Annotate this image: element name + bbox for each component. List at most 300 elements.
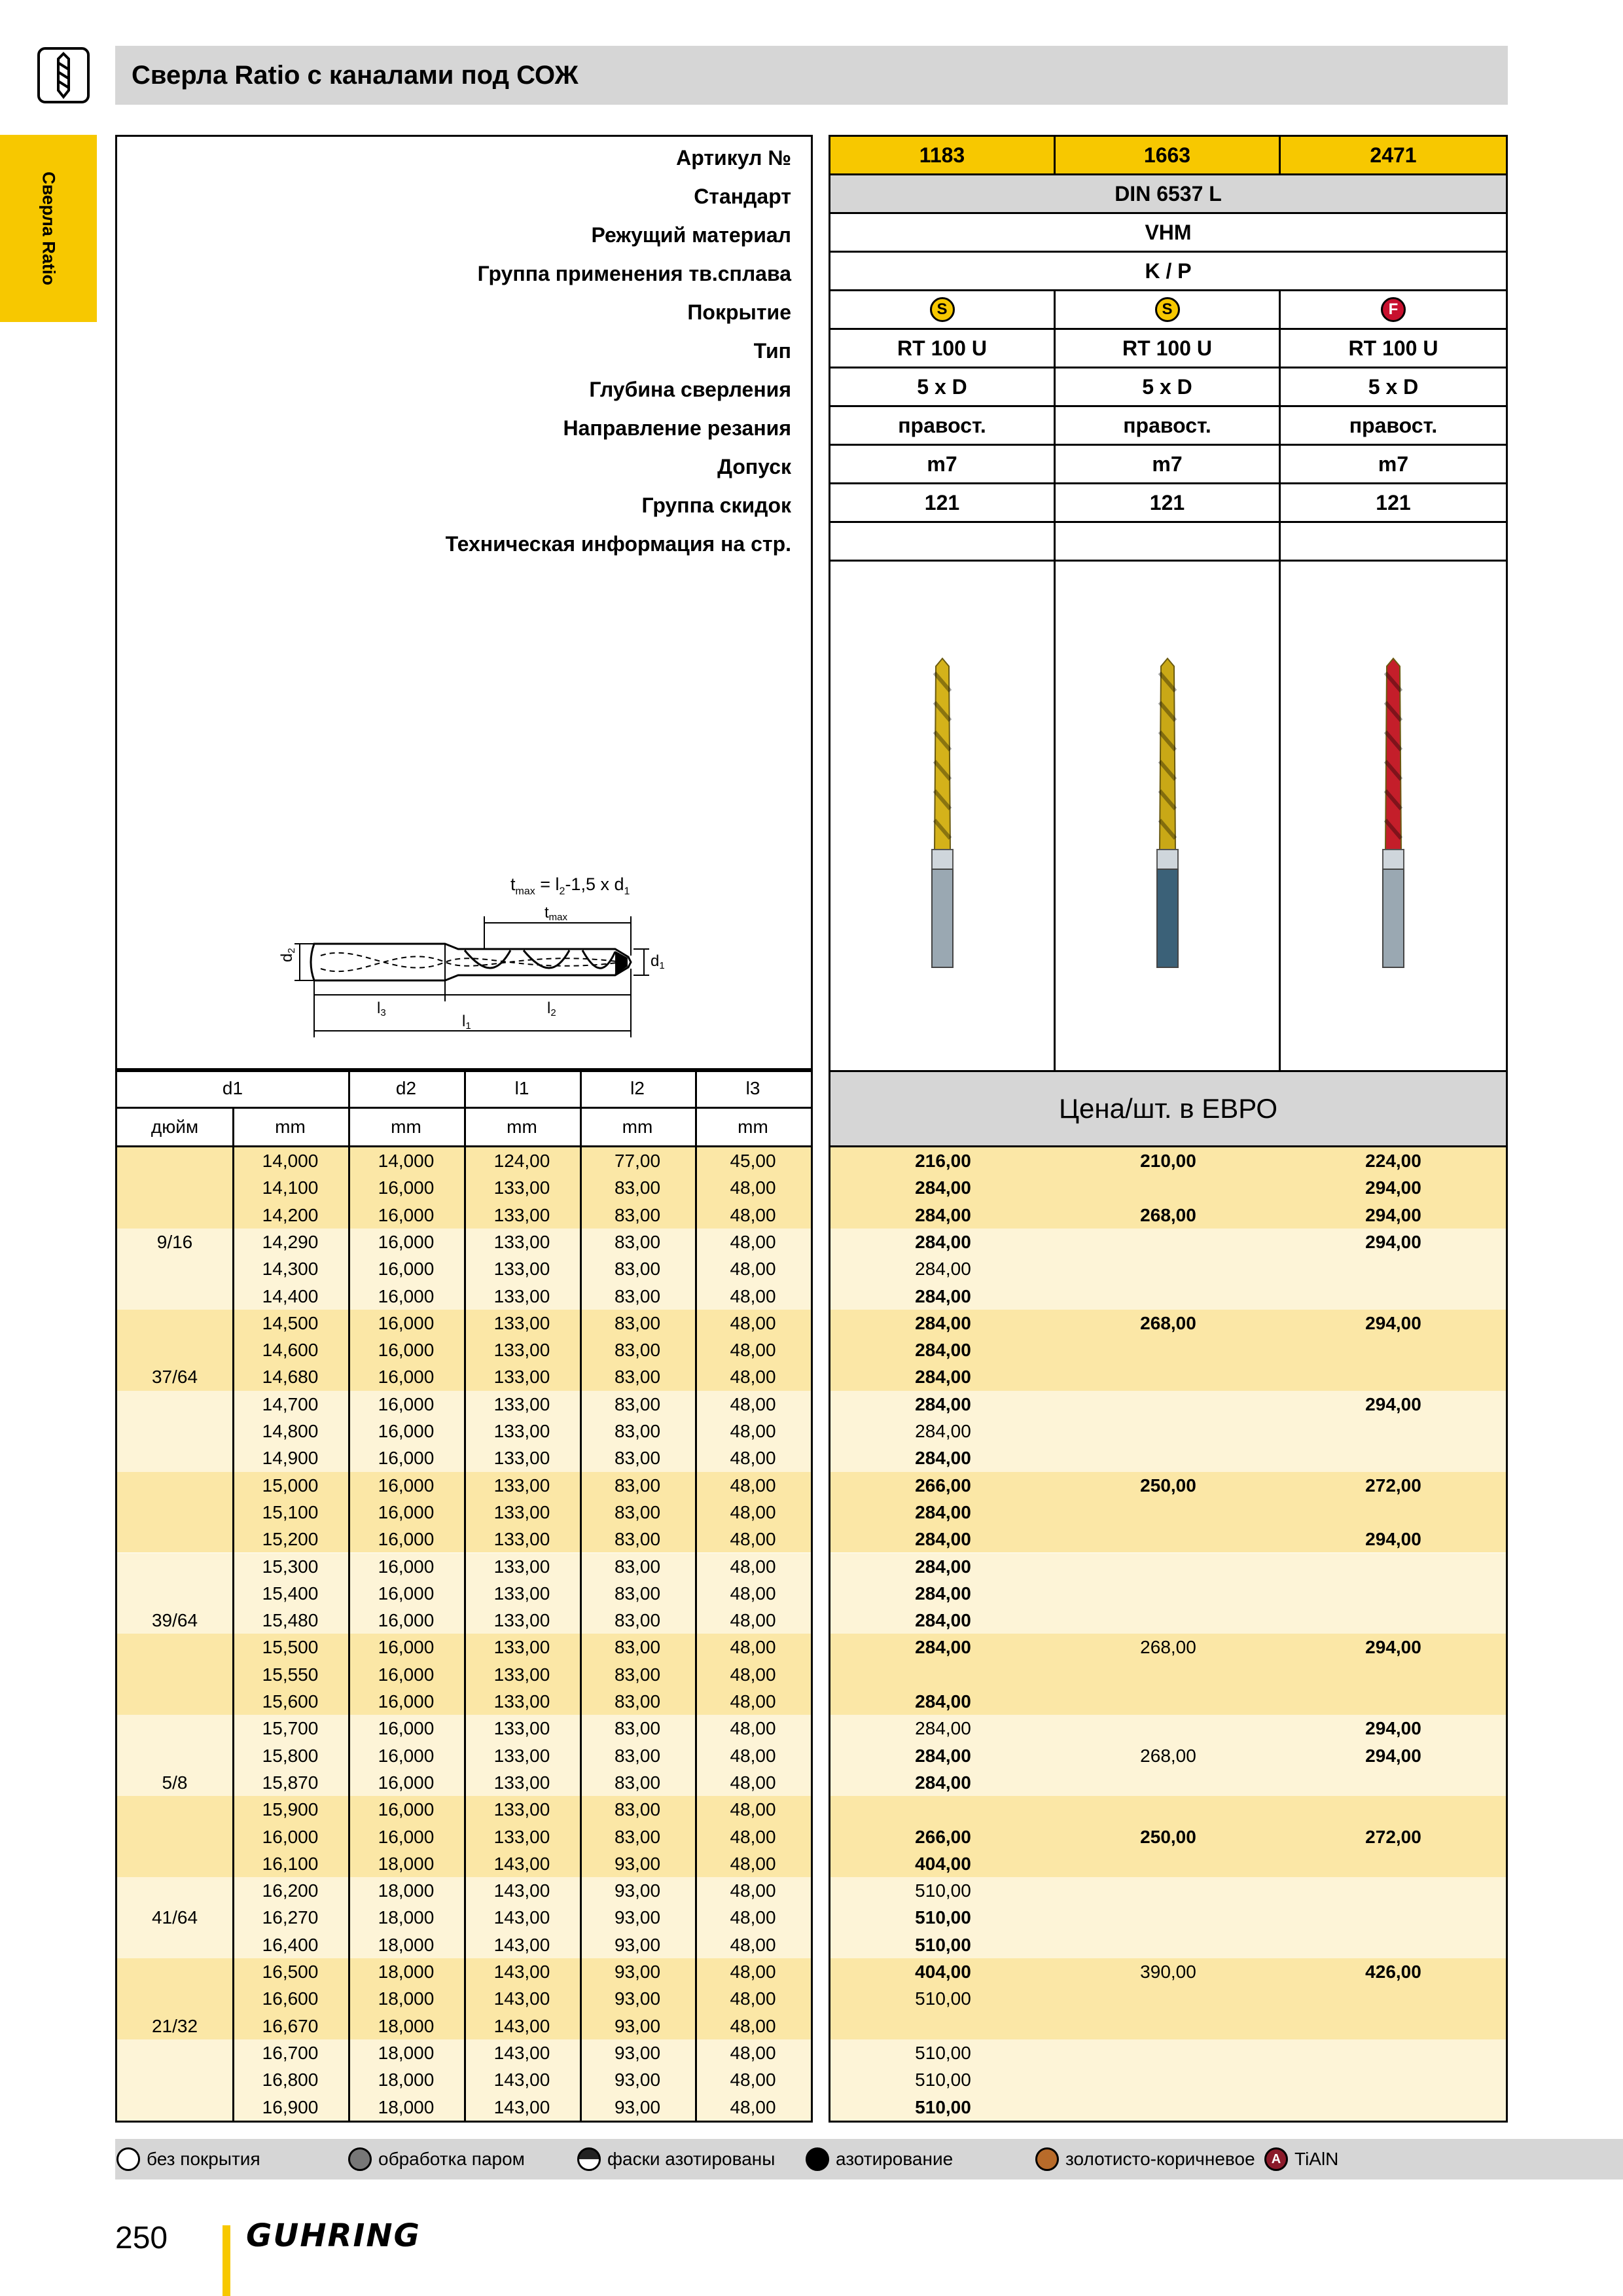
cell-d2: 16,000 [378, 1231, 435, 1252]
cell-inch [117, 1147, 232, 1174]
cell-l2: 93,00 [614, 1934, 661, 1955]
cell-price-2471 [1281, 1580, 1506, 1607]
cell-price-1663 [1056, 1877, 1281, 1904]
cell-l3: 48,00 [730, 2096, 776, 2117]
article-2471[interactable]: 2471 [1281, 137, 1506, 175]
cell-d2: 18,000 [378, 1853, 435, 1874]
footer-accent-bar [223, 2225, 230, 2296]
cell-l1: 133,00 [493, 1340, 550, 1361]
cell-price-1663 [1056, 1255, 1281, 1282]
cell-price-1663: 268,00 [1140, 1745, 1196, 1766]
cell-d1: 15,200 [262, 1529, 319, 1550]
cell-price-1663 [1056, 1661, 1281, 1688]
unit-mm: mm [622, 1117, 653, 1137]
cell-price-1183: 266,00 [915, 1475, 971, 1496]
price-table-body [829, 1147, 1508, 2123]
cell-inch: 21/32 [151, 2015, 198, 2036]
cell-price-1663 [1056, 1553, 1281, 1580]
cell-l2: 83,00 [614, 1231, 661, 1252]
cell-l1: 133,00 [493, 1231, 550, 1252]
cell-d2: 16,000 [378, 1204, 435, 1225]
cell-d1: 14,100 [262, 1177, 319, 1198]
col-l1: l1 [514, 1078, 529, 1098]
cell-price-1183: 284,00 [915, 1285, 971, 1306]
l2-label: l2 [547, 999, 556, 1018]
article-1183[interactable]: 1183 [830, 137, 1056, 175]
cell-price-1183: 284,00 [915, 1745, 971, 1766]
cell-price-1183: 284,00 [915, 1556, 971, 1577]
row-discount [830, 484, 1506, 523]
cell-l2: 83,00 [614, 1204, 661, 1225]
side-tab-label: Сверла Ratio [39, 171, 59, 285]
cell-d1: 15,600 [262, 1691, 319, 1712]
cell-d1: 15,550 [262, 1664, 319, 1685]
label-tolerance: Допуск [717, 455, 791, 478]
cell-inch [117, 1823, 232, 1850]
cell-l2: 83,00 [614, 1421, 661, 1441]
cell-l3: 48,00 [730, 1285, 776, 1306]
cell-price-1183: 284,00 [915, 1204, 971, 1225]
cell-d1: 16,900 [262, 2096, 319, 2117]
cell-price-1663: 250,00 [1140, 1826, 1196, 1847]
cell-l2: 93,00 [614, 1907, 661, 1928]
cell-d2: 16,000 [378, 1799, 435, 1820]
cell-price-2471 [1281, 1444, 1506, 1471]
cell-d2: 16,000 [378, 1745, 435, 1766]
cell-inch [117, 1526, 232, 1552]
cell-l1: 133,00 [493, 1393, 550, 1414]
product-spec-box [829, 135, 1508, 1070]
cell-price-1663: 250,00 [1140, 1475, 1196, 1496]
type-value: RT 100 U [830, 330, 1056, 368]
cell-d2: 16,000 [378, 1367, 435, 1388]
cell-price-2471: 272,00 [1365, 1475, 1421, 1496]
cell-d2: 16,000 [378, 1393, 435, 1414]
cell-l2: 93,00 [614, 1853, 661, 1874]
tech-info-cell [830, 523, 1056, 562]
cell-price-1663 [1056, 1499, 1281, 1526]
cell-price-2471: 294,00 [1365, 1312, 1421, 1333]
cell-l3: 48,00 [730, 1259, 776, 1280]
cell-inch [117, 1418, 232, 1444]
cell-price-2471: 272,00 [1365, 1826, 1421, 1847]
dimension-table-body [115, 1147, 813, 2123]
cell-l2: 83,00 [614, 1259, 661, 1280]
cell-l2: 83,00 [614, 1691, 661, 1712]
tialn-icon: A [1264, 2147, 1288, 2171]
cell-d2: 18,000 [378, 1907, 435, 1928]
depth-value: 5 x D [1056, 368, 1281, 407]
cell-price-1663: 268,00 [1140, 1204, 1196, 1225]
cell-l3: 48,00 [730, 2015, 776, 2036]
l1-label: l1 [462, 1013, 471, 1031]
cell-inch [117, 1499, 232, 1526]
legend-item-steam [348, 2139, 525, 2179]
coating-cell [830, 291, 1056, 330]
cell-l2: 83,00 [614, 1664, 661, 1685]
cell-inch [117, 1985, 232, 2012]
cell-price-1183: 284,00 [915, 1259, 971, 1280]
coating-s-icon: S [1155, 297, 1180, 322]
cell-price-2471 [1281, 1904, 1506, 1931]
cell-l2: 83,00 [614, 1745, 661, 1766]
article-1663[interactable]: 1663 [1056, 137, 1281, 175]
cell-inch: 9/16 [156, 1231, 193, 1252]
cell-l1: 133,00 [493, 1529, 550, 1550]
cell-price-2471: 294,00 [1365, 1529, 1421, 1550]
cell-d2: 16,000 [378, 1285, 435, 1306]
cell-inch: 41/64 [151, 1907, 198, 1928]
cell-l2: 83,00 [614, 1799, 661, 1820]
unit-mm: mm [738, 1117, 768, 1137]
cell-inch [117, 1796, 232, 1823]
cell-d2: 16,000 [378, 1177, 435, 1198]
cell-l3: 48,00 [730, 1475, 776, 1496]
cell-price-1183: 404,00 [915, 1853, 971, 1874]
cell-price-1663 [1056, 1526, 1281, 1552]
cell-l2: 83,00 [614, 1448, 661, 1469]
cell-price-2471: 426,00 [1365, 1962, 1421, 1982]
cell-inch [117, 1472, 232, 1499]
cell-d2: 16,000 [378, 1448, 435, 1469]
cell-l3: 48,00 [730, 1853, 776, 1874]
cell-d2: 16,000 [378, 1501, 435, 1522]
cell-price-1183: 510,00 [915, 1907, 971, 1928]
cell-price-1663 [1056, 1607, 1281, 1634]
cell-l2: 83,00 [614, 1475, 661, 1496]
cell-d1: 16,100 [262, 1853, 319, 1874]
col-d1: d1 [222, 1078, 243, 1098]
cell-price-2471: 294,00 [1365, 1745, 1421, 1766]
row-material [830, 214, 1506, 253]
cell-d2: 16,000 [378, 1826, 435, 1847]
cell-l2: 83,00 [614, 1529, 661, 1550]
legend-item-nitriding [806, 2139, 953, 2179]
cell-price-1183: 284,00 [915, 1231, 971, 1252]
cell-inch [117, 1931, 232, 1958]
cell-l2: 93,00 [614, 1988, 661, 2009]
cell-price-1183: 284,00 [915, 1177, 971, 1198]
cell-d1: 16,700 [262, 2042, 319, 2063]
cell-price-1663 [1056, 2094, 1281, 2121]
cell-d2: 16,000 [378, 1691, 435, 1712]
col-l2: l2 [630, 1078, 645, 1098]
cell-inch: 5/8 [162, 1772, 188, 1793]
cell-price-2471 [1281, 1769, 1506, 1796]
cell-price-2471 [1281, 1850, 1506, 1877]
cell-price-1663 [1056, 1229, 1281, 1255]
cell-inch [117, 1553, 232, 1580]
cell-l1: 133,00 [493, 1177, 550, 1198]
cell-l3: 48,00 [730, 1393, 776, 1414]
unit-mm: mm [391, 1117, 421, 1137]
cell-inch [117, 2094, 232, 2121]
brand-logo: GUHRING [246, 2217, 421, 2254]
cell-l2: 83,00 [614, 1393, 661, 1414]
cell-l2: 83,00 [614, 1610, 661, 1631]
cell-d1: 15,300 [262, 1556, 319, 1577]
cell-price-1663 [1056, 1174, 1281, 1201]
cell-l1: 133,00 [493, 1583, 550, 1604]
cell-inch [117, 1688, 232, 1715]
cell-price-1663: 268,00 [1140, 1312, 1196, 1333]
cell-inch [117, 1283, 232, 1310]
row-direction [830, 407, 1506, 446]
cell-price-2471 [1281, 1499, 1506, 1526]
cell-price-1183: 284,00 [915, 1340, 971, 1361]
cell-d2: 16,000 [378, 1421, 435, 1441]
cell-l1: 133,00 [493, 1312, 550, 1333]
cell-l1: 133,00 [493, 1826, 550, 1847]
page-number: 250 [115, 2221, 168, 2255]
legend-label: TiAlN [1294, 2149, 1339, 2169]
cell-d1: 16,200 [262, 1880, 319, 1901]
drill-image-1183 [830, 562, 1056, 1072]
cell-l1: 143,00 [493, 1907, 550, 1928]
row-coating [830, 291, 1506, 330]
cell-d1: 14,500 [262, 1312, 319, 1333]
cell-d1: 14,200 [262, 1204, 319, 1225]
cell-price-2471 [1281, 1553, 1506, 1580]
price-header: Цена/шт. в ЕВРО [829, 1070, 1508, 1147]
drill-image-1663 [1056, 562, 1281, 1072]
cell-l3: 48,00 [730, 1231, 776, 1252]
cell-d1: 14,600 [262, 1340, 319, 1361]
cell-l1: 143,00 [493, 1853, 550, 1874]
row-depth [830, 368, 1506, 407]
cell-l3: 48,00 [730, 1962, 776, 1982]
cell-price-1183: 510,00 [915, 1880, 971, 1901]
cell-d2: 18,000 [378, 2015, 435, 2036]
cell-l2: 83,00 [614, 1637, 661, 1658]
cell-l1: 143,00 [493, 1880, 550, 1901]
cell-price-1183 [830, 1661, 1056, 1688]
legend-label: фаски азотированы [607, 2149, 776, 2169]
cell-price-1183: 510,00 [915, 2042, 971, 2063]
cell-l3: 48,00 [730, 1177, 776, 1198]
type-value: RT 100 U [1056, 330, 1281, 368]
discount-value: 121 [1281, 484, 1506, 523]
cell-price-1663 [1056, 2013, 1281, 2039]
cell-price-1663 [1056, 1580, 1281, 1607]
cell-price-1183: 284,00 [915, 1610, 971, 1631]
label-direction: Направление резания [563, 416, 791, 440]
cell-price-1663 [1056, 1715, 1281, 1742]
cell-l3: 48,00 [730, 1934, 776, 1955]
cell-price-2471: 224,00 [1365, 1151, 1421, 1171]
cell-l3: 48,00 [730, 2042, 776, 2063]
page-title: Сверла Ratio с каналами под СОЖ [132, 61, 579, 90]
cell-l3: 48,00 [730, 1529, 776, 1550]
cell-inch [117, 1661, 232, 1688]
cell-inch [117, 1958, 232, 1985]
material-value: VHM [830, 214, 1506, 253]
cell-d1: 15,100 [262, 1501, 319, 1522]
cell-l2: 93,00 [614, 1962, 661, 1982]
label-standard: Стандарт [694, 185, 791, 208]
cell-l1: 124,00 [493, 1151, 550, 1171]
cell-price-2471 [1281, 1985, 1506, 2012]
cell-inch [117, 1310, 232, 1336]
legend-item-tialn [1264, 2139, 1338, 2179]
cell-d2: 16,000 [378, 1637, 435, 1658]
cell-price-2471 [1281, 1688, 1506, 1715]
cell-l2: 77,00 [614, 1151, 661, 1171]
cell-price-1663 [1056, 1796, 1281, 1823]
cell-d2: 18,000 [378, 1934, 435, 1955]
cell-l1: 133,00 [493, 1367, 550, 1388]
cell-price-1663 [1056, 1931, 1281, 1958]
cell-l2: 83,00 [614, 1340, 661, 1361]
cell-d2: 16,000 [378, 1312, 435, 1333]
cell-d2: 16,000 [378, 1529, 435, 1550]
cell-l3: 48,00 [730, 1664, 776, 1685]
cell-l2: 83,00 [614, 1772, 661, 1793]
cell-l3: 48,00 [730, 1637, 776, 1658]
cell-l1: 133,00 [493, 1664, 550, 1685]
cell-d1: 16,500 [262, 1962, 319, 1982]
drill-image-gold [916, 653, 969, 980]
cell-price-1183: 216,00 [915, 1151, 971, 1171]
tech-info-cell [1056, 523, 1281, 562]
cell-price-1183: 284,00 [915, 1312, 971, 1333]
cell-l1: 133,00 [493, 1718, 550, 1739]
cell-l3: 48,00 [730, 1826, 776, 1847]
cell-l3: 48,00 [730, 1367, 776, 1388]
cell-price-2471 [1281, 2094, 1506, 2121]
cell-l3: 48,00 [730, 1907, 776, 1928]
cell-d2: 18,000 [378, 1880, 435, 1901]
label-carbide-group: Группа применения тв.сплава [477, 262, 791, 285]
cell-l1: 133,00 [493, 1448, 550, 1469]
discount-value: 121 [830, 484, 1056, 523]
cell-price-2471 [1281, 1661, 1506, 1688]
dimension-table-header [115, 1070, 813, 1147]
cell-l3: 48,00 [730, 1610, 776, 1631]
cell-l3: 48,00 [730, 1340, 776, 1361]
cell-price-1183: 510,00 [915, 2096, 971, 2117]
cell-d2: 16,000 [378, 1556, 435, 1577]
cell-price-1183 [830, 2013, 1056, 2039]
cell-d1: 14,680 [262, 1367, 319, 1388]
cell-price-1183: 284,00 [915, 1421, 971, 1441]
cell-d1: 15,700 [262, 1718, 319, 1739]
tolerance-value: m7 [830, 446, 1056, 484]
cell-d2: 18,000 [378, 2070, 435, 2090]
discount-value: 121 [1056, 484, 1281, 523]
cell-price-1663 [1056, 1904, 1281, 1931]
cell-l2: 83,00 [614, 1367, 661, 1388]
cell-l1: 133,00 [493, 1745, 550, 1766]
cell-l2: 93,00 [614, 2096, 661, 2117]
cell-l2: 83,00 [614, 1826, 661, 1847]
cell-l3: 45,00 [730, 1151, 776, 1171]
cell-d1: 16,800 [262, 2070, 319, 2090]
row-type [830, 330, 1506, 368]
cell-l2: 93,00 [614, 2070, 661, 2090]
row-carbide-group [830, 253, 1506, 291]
cell-l1: 143,00 [493, 2096, 550, 2117]
cell-price-1663 [1056, 1985, 1281, 2012]
label-discount: Группа скидок [641, 493, 791, 517]
type-value: RT 100 U [1281, 330, 1506, 368]
l3-label: l3 [377, 999, 386, 1018]
cell-price-1663 [1056, 1850, 1281, 1877]
legend-item-uncoated [116, 2139, 260, 2179]
cell-price-2471 [1281, 1336, 1506, 1363]
cell-d2: 16,000 [378, 1718, 435, 1739]
direction-value: правост. [1056, 407, 1281, 446]
cell-l1: 133,00 [493, 1501, 550, 1522]
drill-image-red [1367, 653, 1419, 980]
cell-price-1663: 210,00 [1140, 1151, 1196, 1171]
d1-label: d1 [651, 952, 665, 971]
cell-d1: 15,870 [262, 1772, 319, 1793]
cell-d1: 16,270 [262, 1907, 319, 1928]
cell-l3: 48,00 [730, 1988, 776, 2009]
cell-price-2471: 294,00 [1365, 1393, 1421, 1414]
cell-l1: 133,00 [493, 1285, 550, 1306]
tmax-label: tmax [544, 904, 568, 923]
cell-d2: 16,000 [378, 1259, 435, 1280]
legend-label: без покрытия [147, 2149, 260, 2169]
cell-d2: 16,000 [378, 1583, 435, 1604]
depth-value: 5 x D [830, 368, 1056, 407]
cell-inch [117, 1444, 232, 1471]
cell-d1: 15,000 [262, 1475, 319, 1496]
cell-price-1183: 266,00 [915, 1826, 971, 1847]
cell-price-1183: 284,00 [915, 1393, 971, 1414]
cell-price-2471 [1281, 1363, 1506, 1390]
cell-l2: 83,00 [614, 1285, 661, 1306]
label-coating: Покрытие [687, 300, 791, 324]
cell-d2: 16,000 [378, 1664, 435, 1685]
cell-l3: 48,00 [730, 1799, 776, 1820]
cell-price-2471 [1281, 1607, 1506, 1634]
cell-inch [117, 1580, 232, 1607]
cell-d2: 16,000 [378, 1772, 435, 1793]
cell-price-2471 [1281, 1255, 1506, 1282]
cell-price-1663 [1056, 1688, 1281, 1715]
cell-price-1663 [1056, 1444, 1281, 1471]
cell-price-2471 [1281, 2013, 1506, 2039]
cell-l3: 48,00 [730, 1745, 776, 1766]
cell-l1: 133,00 [493, 1610, 550, 1631]
legend-label: золотисто-коричневое [1065, 2149, 1255, 2169]
cell-price-1183: 284,00 [915, 1691, 971, 1712]
cell-d1: 14,700 [262, 1393, 319, 1414]
cell-l2: 83,00 [614, 1583, 661, 1604]
cell-price-2471 [1281, 1931, 1506, 1958]
cell-l1: 133,00 [493, 1556, 550, 1577]
cell-l2: 83,00 [614, 1501, 661, 1522]
cell-d2: 18,000 [378, 1962, 435, 1982]
d2-label: d2 [278, 948, 297, 962]
cell-price-1183: 284,00 [915, 1583, 971, 1604]
cell-l3: 48,00 [730, 1421, 776, 1441]
steam-icon [348, 2147, 372, 2171]
label-article: Артикул № [676, 146, 791, 170]
col-l3: l3 [745, 1078, 760, 1098]
label-tech-info: Техническая информация на стр. [445, 532, 791, 556]
row-standard [830, 175, 1506, 214]
cell-inch [117, 1336, 232, 1363]
cell-d1: 14,000 [262, 1151, 319, 1171]
coating-f-icon: F [1381, 297, 1406, 322]
tech-info-cell [1281, 523, 1506, 562]
legend-item-gold-brown [1035, 2139, 1255, 2179]
drill-image-2471 [1281, 562, 1506, 1072]
